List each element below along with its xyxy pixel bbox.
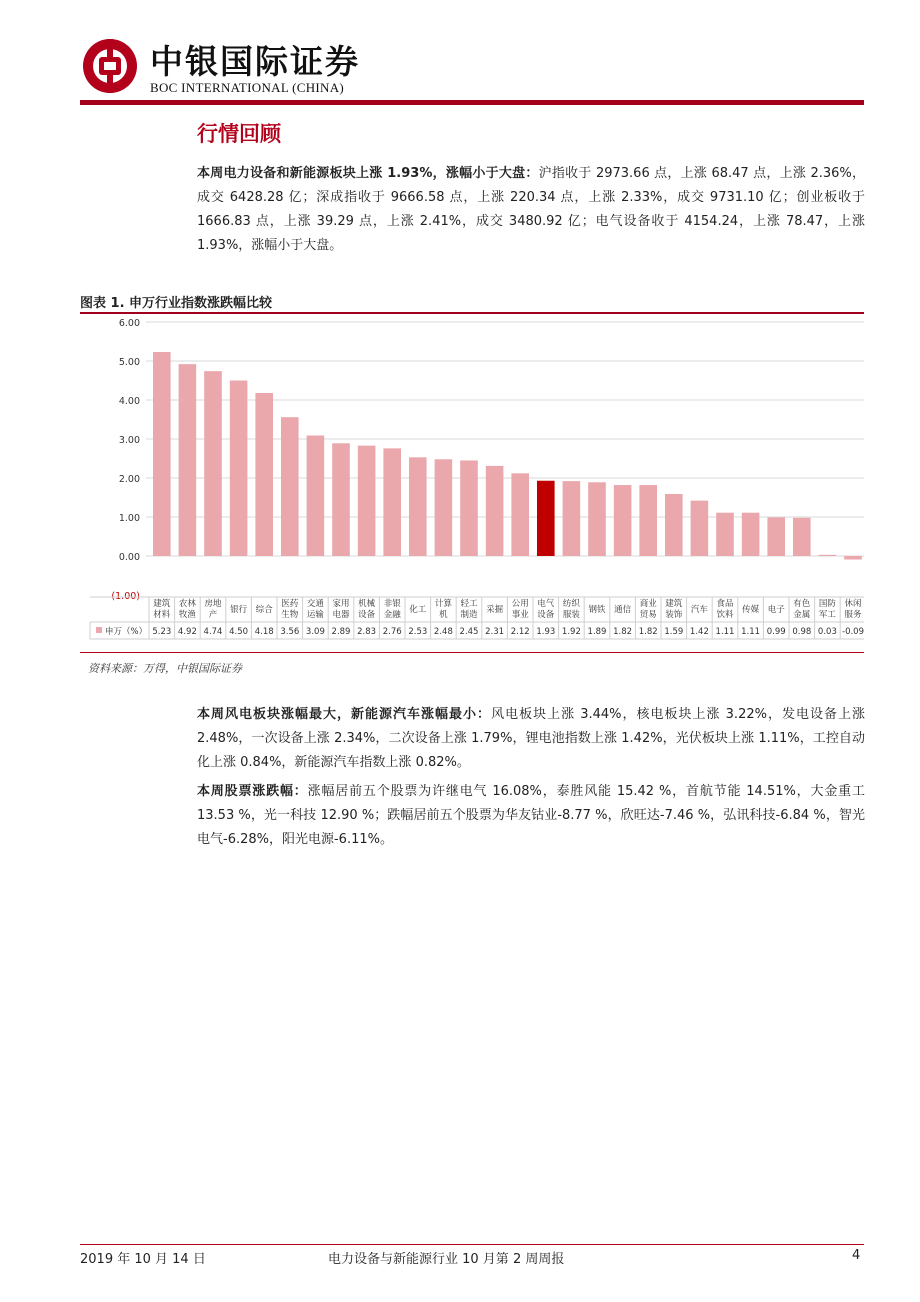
x-tick-label: 食品 <box>716 599 734 609</box>
x-tick-label: 轻工 <box>460 599 478 609</box>
chart-bar <box>153 352 171 556</box>
data-label: 0.98 <box>792 627 812 637</box>
x-tick-label: 钢铁 <box>588 605 606 615</box>
x-tick-label: 电子 <box>767 605 785 615</box>
source-divider <box>80 652 864 653</box>
boc-logo-icon <box>80 36 140 96</box>
x-tick-label: 综合 <box>255 605 273 615</box>
x-tick-label: 军工 <box>818 610 836 620</box>
y-tick-label: 6.00 <box>118 318 140 329</box>
x-tick-label: 贸易 <box>639 610 657 620</box>
chart-source: 资料来源：万得，中银国际证券 <box>88 662 242 675</box>
y-tick-label: 4.00 <box>118 396 140 407</box>
chart-bar <box>639 485 657 556</box>
data-label: 1.89 <box>587 627 607 637</box>
x-tick-label: 金融 <box>383 610 401 620</box>
chart-bar <box>588 482 606 556</box>
x-tick-label: 建筑 <box>153 599 171 609</box>
x-tick-label: 计算 <box>434 599 452 609</box>
chart-bar <box>614 485 632 556</box>
data-label: 3.56 <box>280 627 300 637</box>
data-label: 1.93 <box>536 627 556 637</box>
paragraph-market-review <box>197 162 865 258</box>
brand-name-cn: 中银国际证券 <box>150 42 360 81</box>
data-label: 2.45 <box>459 627 479 637</box>
brand-name-en: BOC INTERNATIONAL (CHINA) <box>150 80 345 95</box>
chart-bar <box>179 364 197 556</box>
x-tick-label: 汽车 <box>690 605 708 615</box>
chart-bar <box>793 518 811 556</box>
section-title: 行情回顾 <box>197 122 281 146</box>
data-label: 3.09 <box>305 627 325 637</box>
x-tick-label: 家用 <box>332 599 350 609</box>
chart-bar <box>691 501 709 556</box>
data-label: 1.82 <box>638 627 658 637</box>
paragraph-body: 沪指收于 2973.66 点，上涨 68.47 点，上涨 2.36%，成交 6428.28 亿；深成指收于 9666.58 点，上涨 220.34 点，上涨 2.33%，成交 9731.10 亿；创业板收于 1666.83 点，上涨 39.29 点，上涨 2.41%，成交 3480.92 亿；电气设备收于 4154.24，上涨 78.47，上涨 1.93%，涨幅小于大盘。 <box>197 166 865 253</box>
x-tick-label: 医药 <box>281 599 299 609</box>
x-tick-label: 纺织 <box>562 599 580 609</box>
x-tick-label: 设备 <box>537 610 555 620</box>
data-label: 2.89 <box>331 627 351 637</box>
chart-bar <box>204 371 222 556</box>
chart-bar <box>665 494 683 556</box>
chart-bar <box>716 513 734 556</box>
y-tick-label: 3.00 <box>118 435 140 446</box>
data-label: 1.42 <box>689 627 709 637</box>
y-tick-label: (1.00) <box>111 591 140 602</box>
x-tick-label: 装饰 <box>665 610 683 620</box>
data-label: 1.82 <box>613 627 633 637</box>
industry-index-chart <box>80 314 864 650</box>
chart-bar <box>511 473 529 556</box>
page-number: 4 <box>852 1248 861 1263</box>
data-label: -0.09 <box>842 627 864 637</box>
x-tick-label: 电器 <box>332 610 350 620</box>
data-label: 2.53 <box>408 627 428 637</box>
x-tick-label: 国防 <box>818 599 836 609</box>
paragraph-lead: 本周股票涨跌幅： <box>197 784 308 799</box>
data-label: 2.76 <box>382 627 402 637</box>
x-tick-label: 机 <box>439 610 448 620</box>
x-tick-label: 设备 <box>358 610 376 620</box>
x-tick-label: 采掘 <box>486 605 504 615</box>
x-tick-label: 电气 <box>537 599 555 609</box>
x-tick-label: 休闲 <box>844 599 862 609</box>
data-label: 1.11 <box>741 627 761 637</box>
chart-bar <box>435 459 453 556</box>
data-label: 2.12 <box>510 627 530 637</box>
data-label: 4.18 <box>254 627 274 637</box>
y-tick-label: 5.00 <box>118 357 140 368</box>
figure-label: 图表 1. 申万行业指数涨跌幅比较 <box>80 296 273 311</box>
header-divider <box>80 100 864 105</box>
data-label: 4.50 <box>229 627 249 637</box>
x-tick-label: 有色 <box>793 599 811 609</box>
x-tick-label: 生物 <box>281 610 299 620</box>
footer-title: 电力设备与新能源行业 10 月第 2 周周报 <box>328 1252 565 1267</box>
x-tick-label: 饮料 <box>716 610 734 620</box>
x-tick-label: 制造 <box>460 610 478 620</box>
chart-bar <box>819 555 837 556</box>
y-tick-label: 2.00 <box>118 474 140 485</box>
data-label: 0.03 <box>817 627 837 637</box>
chart-bar <box>460 460 478 556</box>
x-tick-label: 服装 <box>562 610 580 620</box>
x-tick-label: 服务 <box>844 610 862 620</box>
chart-bar <box>742 513 760 556</box>
x-tick-label: 房地 <box>204 599 222 609</box>
chart-bar <box>255 393 273 556</box>
data-label: 2.83 <box>357 627 377 637</box>
chart-bar <box>486 466 504 556</box>
x-tick-label: 材料 <box>153 610 171 620</box>
chart-bar <box>307 435 325 556</box>
paragraph-body: 风电板块上涨 3.44%，核电板块上涨 3.22%，发电设备上涨 2.48%，一次设备上涨 2.34%，二次设备上涨 1.79%，锂电池指数上涨 1.42%，光伏板块上涨 1.11%，工控自动化上涨 0.84%，新能源汽车指数上涨 0.82%。 <box>197 707 865 770</box>
x-tick-label: 牧渔 <box>178 610 196 620</box>
x-tick-label: 传媒 <box>742 605 760 615</box>
x-tick-label: 商业 <box>639 599 657 609</box>
x-tick-label: 运输 <box>306 610 324 620</box>
footer-divider <box>80 1244 864 1245</box>
chart-bar <box>537 481 555 556</box>
y-tick-label: 1.00 <box>118 513 140 524</box>
data-label: 2.31 <box>485 627 505 637</box>
data-label: 5.23 <box>152 627 172 637</box>
chart-bar <box>358 446 376 556</box>
paragraph-body: 涨幅居前五个股票为许继电气 16.08%，泰胜风能 15.42 %，首航节能 14.51%，大金重工 13.53 %，光一科技 12.90 %；跌幅居前五个股票为华友钴业-8.77 %，欣旺达-7.46 %，弘讯科技-6.84 %，智光电气-6.28%，阳光电源-6.11%。 <box>197 784 865 847</box>
data-label: 4.74 <box>203 627 223 637</box>
legend-label: 申万（%） <box>105 627 148 637</box>
chart-bar <box>563 481 581 556</box>
x-tick-label: 通信 <box>614 605 632 615</box>
data-label: 1.11 <box>715 627 735 637</box>
paragraph-sector-performance <box>197 703 865 775</box>
x-tick-label: 非银 <box>383 599 401 609</box>
x-tick-label: 产 <box>208 610 218 620</box>
footer-date: 2019 年 10 月 14 日 <box>80 1252 206 1267</box>
x-tick-label: 银行 <box>230 605 248 615</box>
data-label: 4.92 <box>177 627 197 637</box>
paragraph-lead: 本周电力设备和新能源板块上涨 1.93%，涨幅小于大盘： <box>197 166 539 181</box>
legend-swatch <box>96 627 102 633</box>
x-tick-label: 建筑 <box>665 599 683 609</box>
y-tick-label: 0.00 <box>118 552 140 563</box>
paragraph-lead: 本周风电板块涨幅最大，新能源汽车涨幅最小： <box>197 707 492 722</box>
x-tick-label: 化工 <box>409 605 427 615</box>
x-tick-label: 农林 <box>178 599 196 609</box>
x-tick-label: 事业 <box>511 610 529 620</box>
data-label: 1.59 <box>664 627 684 637</box>
chart-bar <box>332 443 350 556</box>
x-tick-label: 交通 <box>306 599 324 609</box>
x-tick-label: 金属 <box>793 610 811 620</box>
x-tick-label: 公用 <box>511 599 529 609</box>
paragraph-stock-movers <box>197 780 865 852</box>
chart-bar <box>409 457 427 556</box>
data-label: 0.99 <box>766 627 786 637</box>
chart-bar <box>383 448 401 556</box>
data-label: 2.48 <box>433 627 453 637</box>
chart-bar <box>230 381 248 557</box>
chart-bar <box>844 556 862 560</box>
x-tick-label: 机械 <box>358 599 376 609</box>
data-label: 1.92 <box>561 627 581 637</box>
chart-bar <box>281 417 299 556</box>
chart-bar <box>767 517 785 556</box>
